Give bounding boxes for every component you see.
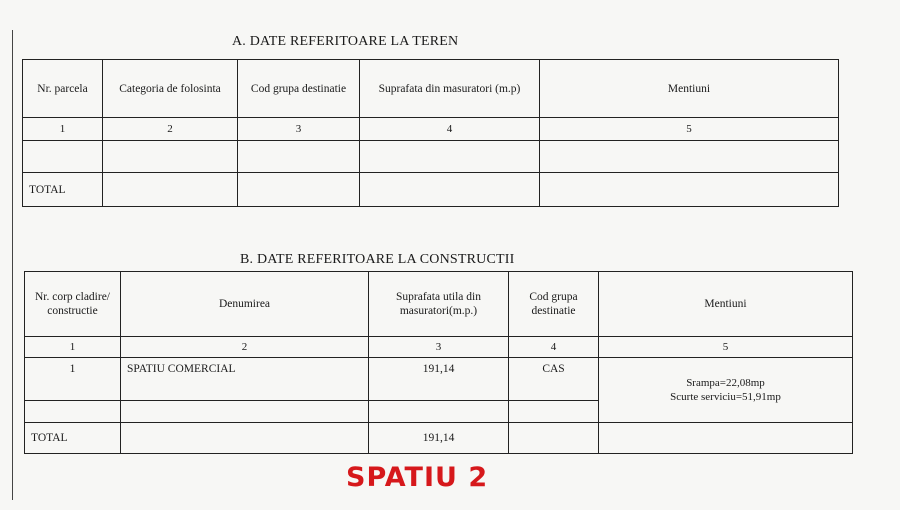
header-categoria: Categoria de folosinta: [103, 60, 238, 118]
empty-cell: [540, 141, 839, 173]
total-row: [23, 173, 839, 207]
header-denumirea: Denumirea: [121, 272, 369, 337]
header-mentiuni: Mentiuni: [599, 272, 853, 337]
header-nr-parcela: Nr. parcela: [23, 60, 103, 118]
column-number: 5: [599, 337, 853, 358]
column-number-row: [23, 118, 839, 141]
table-row: [25, 358, 853, 401]
header-suprafata-utila: Suprafata utila din masuratori(m.p.): [369, 272, 509, 337]
column-number: 1: [25, 337, 121, 358]
spatiu-label: SPATIU 2: [346, 462, 489, 493]
table-header-row: [25, 272, 853, 337]
denumire-value: SPATIU COMERCIAL: [121, 358, 369, 401]
column-number-row: [25, 337, 853, 358]
header-cod-grupa: Cod grupa destinatie: [509, 272, 599, 337]
empty-cell: [360, 173, 540, 207]
empty-cell: [103, 141, 238, 173]
mentiune-serviciu: Scurte serviciu=51,91mp: [670, 391, 781, 403]
column-number: 2: [121, 337, 369, 358]
column-number: 1: [23, 118, 103, 141]
section-a-title: A. DATE REFERITOARE LA TEREN: [232, 34, 459, 49]
header-suprafata: Suprafata din masuratori (m.p): [360, 60, 540, 118]
empty-cell: [599, 423, 853, 454]
column-number: 3: [238, 118, 360, 141]
construction-data-table: [24, 271, 853, 454]
empty-cell: [121, 423, 369, 454]
mentiuni-cell: [599, 358, 853, 423]
empty-cell: [509, 401, 599, 423]
column-number: 5: [540, 118, 839, 141]
table-header-row: [23, 60, 839, 118]
mentiune-rampa: Srampa=22,08mp: [686, 377, 765, 389]
cod-grupa-value: CAS: [509, 358, 599, 401]
header-cod-grupa: Cod grupa destinatie: [238, 60, 360, 118]
suprafata-value: 191,14: [369, 358, 509, 401]
column-number: 2: [103, 118, 238, 141]
column-number: 4: [360, 118, 540, 141]
column-number: 3: [369, 337, 509, 358]
empty-cell: [238, 141, 360, 173]
empty-cell: [540, 173, 839, 207]
total-value: 191,14: [369, 423, 509, 454]
empty-cell: [25, 401, 121, 423]
empty-cell: [360, 141, 540, 173]
table-row: [23, 141, 839, 173]
empty-cell: [238, 173, 360, 207]
section-b-title: B. DATE REFERITOARE LA CONSTRUCTII: [240, 252, 515, 267]
header-nr-corp: Nr. corp cladire/ constructie: [25, 272, 121, 337]
corp-number: 1: [25, 358, 121, 401]
total-label: TOTAL: [25, 423, 121, 454]
empty-cell: [103, 173, 238, 207]
empty-cell: [23, 141, 103, 173]
header-mentiuni: Mentiuni: [540, 60, 839, 118]
total-row: [25, 423, 853, 454]
empty-cell: [509, 423, 599, 454]
land-data-table: [22, 59, 839, 207]
empty-cell: [369, 401, 509, 423]
page-margin-line: [12, 30, 13, 500]
column-number: 4: [509, 337, 599, 358]
empty-cell: [121, 401, 369, 423]
total-label: TOTAL: [23, 173, 103, 207]
